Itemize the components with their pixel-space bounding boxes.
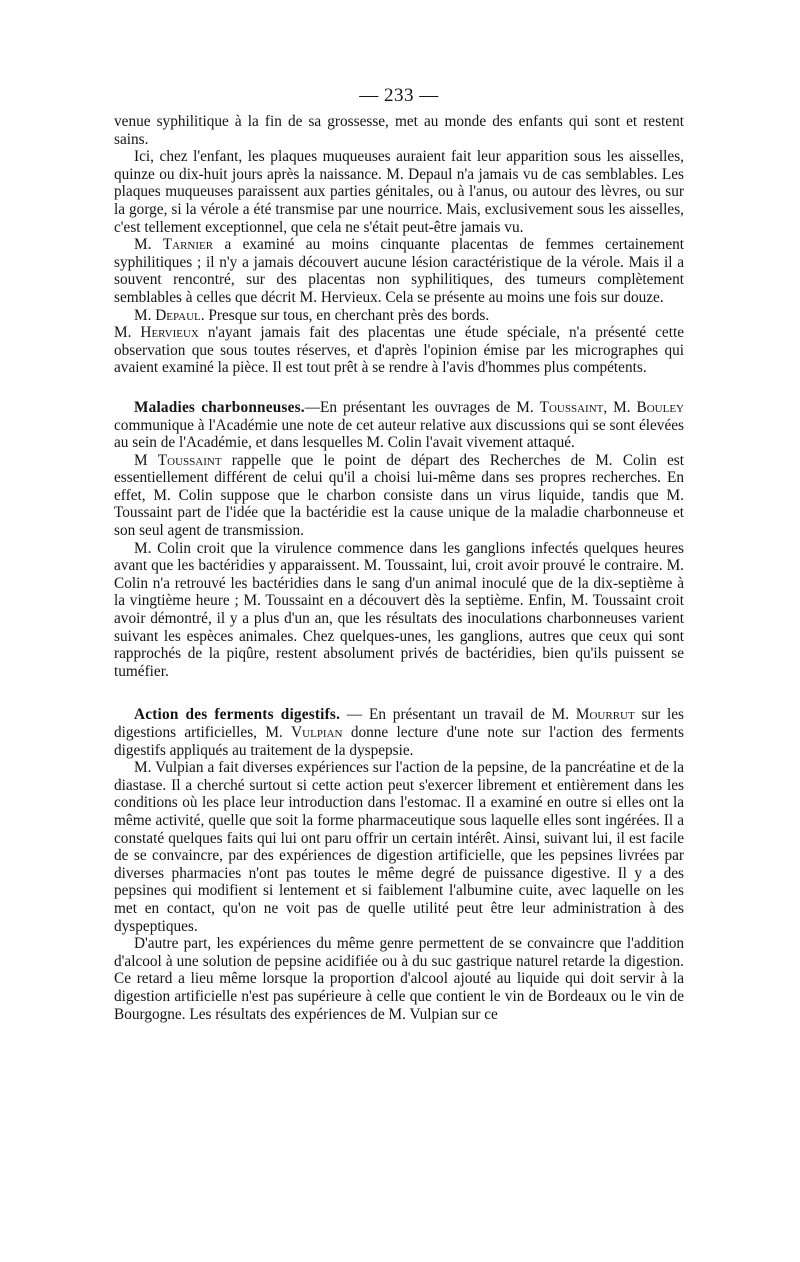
text-run: M.: [134, 306, 156, 324]
text-run: venue syphilitique à la fin de sa grossesse, met au monde des enfants qui sont et restent sains.: [114, 113, 684, 148]
person-name: Toussaint: [157, 451, 222, 469]
text-run: M: [134, 451, 158, 469]
paragraph: [114, 399, 684, 452]
text-run: a examiné au moins cinquante placentas de femmes certainement syphilitiques ; il n'y a jamais découvert aucune lésion caractéristique de la vérole. Mais il a souvent rencontré, sur des placentas non syphilitiques, des tumeurs complètement semblables à celles que décrit M. Hervieux. Cela se présente au moins une fois sur douze.: [114, 236, 685, 306]
text-run: rappelle que le point de départ des Recherches de M. Colin est essentiellement différent de celui qu'il a choisi lui-même dans ses propres recherches. En effet, M. Colin suppose que le charbon consiste dans un virus liquide, tandis que M. Toussaint part de l'idée que la bactéridie est la cause unique de la maladie charbonneuse et son seul agent de transmission.: [114, 451, 684, 540]
person-name: Hervieux: [140, 324, 199, 342]
paragraph: [114, 148, 684, 236]
book-page: [114, 85, 684, 1023]
text-run: — En présentant un travail de M.: [340, 706, 576, 724]
paragraph: [114, 935, 684, 1023]
text-run: M. Colin croit que la virulence commence dans les ganglions infectés quelques heures avant que les bactéridies y apparaissent. M. Toussaint, lui, croit avoir prouvé le contraire. M. Colin n'a retrouvé les bactéridies dans le sang d'un animal inoculé que de la dix-septième à la vingtième heure ; M. Toussaint en a découvert dès la septième. Enfin, M. Toussaint croit avoir démontré, il y a plus d'un an, que les résultats des inoculations charbonneuses varient suivant les espèces animales. Chez quelques-unes, les ganglions, autres que ceux qui sont rapprochés de la piqûre, restent absolument privés de bactéridies, bien qu'ils puissent se tuméfier.: [114, 539, 684, 680]
person-name: Mourrut: [575, 706, 635, 724]
paragraph: [114, 452, 684, 540]
text-run: sur les digestions artificielles, M.: [114, 706, 684, 741]
person-name: Bouley: [636, 398, 684, 416]
paragraph: [114, 307, 684, 325]
paragraph: [114, 759, 684, 935]
paragraph: [114, 706, 684, 759]
page-number: — 233 —: [359, 85, 439, 106]
person-name: Depaul: [155, 306, 201, 324]
paragraph: [114, 113, 684, 148]
text-run: communique à l'Académie une note de cet auteur relative aux discussions qui se sont élevées au sein de l'Académie, et dans lesquelles M. Colin l'avait vivement attaqué.: [114, 416, 684, 452]
text-run: M.: [114, 324, 141, 342]
text-run: Ici, chez l'enfant, les plaques muqueuses auraient fait leur apparition sous les aisselles, quinze ou dix-huit jours après la naissance. M. Depaul n'a jamais vu de cas semblables. Les plaques muqueuses paraissent aux parties génitales, ou à l'anus, ou autour des lèvres, ou sur la gorge, si la vérole a été transmise par une nourrice. Mais, exclusivement sous les aisselles, c'est tellement exceptionnel, que cela ne s'était peut-être jamais vu.: [114, 148, 684, 236]
text-run: . Presque sur tous, en cherchant près des bords.: [200, 306, 490, 324]
paragraph: [114, 540, 684, 681]
person-name: Tarnier: [162, 236, 214, 254]
text-run: , M.: [603, 398, 637, 416]
paragraph: [114, 236, 684, 306]
text-run: M. Vulpian a fait diverses expériences sur l'action de la pepsine, de la pancréatine et de la diastase. Il a cherché surtout si cette action peut s'exercer librement et entièrement dans les conditions où les place leur introduction dans l'estomac. Il a examiné en outre si elles ont la même activité, quelle que soit la forme pharmaceutique sous laquelle elles sont ingérées. Il a constaté quelques faits qui lui ont paru offrir un certain intérêt. Ainsi, suivant lui, il est facile de se convaincre, par des expériences de digestion artificielle, que les pepsines livrées par diverses pharmacies n'ont pas toutes le même degré de puissance digestive. Il y a des pepsines qui modifient si lentement et si faiblement l'albumine cuite, avec laquelle on les met en contact, qu'on ne voit pas de quelle utilité peut être leur administration à des dyspeptiques.: [114, 759, 684, 935]
text-run: n'ayant jamais fait des placentas une étude spéciale, n'a présenté cette observation que sous toutes réserves, et d'après l'opinion émise par les micrographes qui avaient examiné la pièce. Il est tout prêt à se rendre à l'avis d'hommes plus compétents.: [114, 324, 685, 377]
section-heading: Action des ferments digestifs.: [134, 706, 341, 724]
text-run: M.: [134, 236, 163, 254]
text-run: donne lecture d'une note sur l'action des ferments digestifs appliqués au traitement de la dyspepsie.: [114, 724, 685, 759]
section-heading: Maladies charbonneuses.: [134, 398, 305, 416]
person-name: Vulpian: [291, 724, 343, 741]
text-run: —En présentant les ouvrages de M.: [304, 398, 540, 416]
page-body-text: [114, 113, 684, 1023]
paragraph: [114, 324, 684, 377]
person-name: Toussaint: [539, 398, 604, 416]
text-run: D'autre part, les expériences du même genre permettent de se convaincre que l'addition d'alcool à une solution de pepsine acidifiée ou à du suc gastrique naturel retarde la digestion. Ce retard a lieu même lorsque la proportion d'alcool ajouté au liquide qui doit servir à la digestion artificielle n'est pas supérieure à celle que contient le vin de Bordeaux ou le vin de Bourgogne. Les résultats des expériences de M. Vulpian sur ce: [114, 935, 684, 1023]
